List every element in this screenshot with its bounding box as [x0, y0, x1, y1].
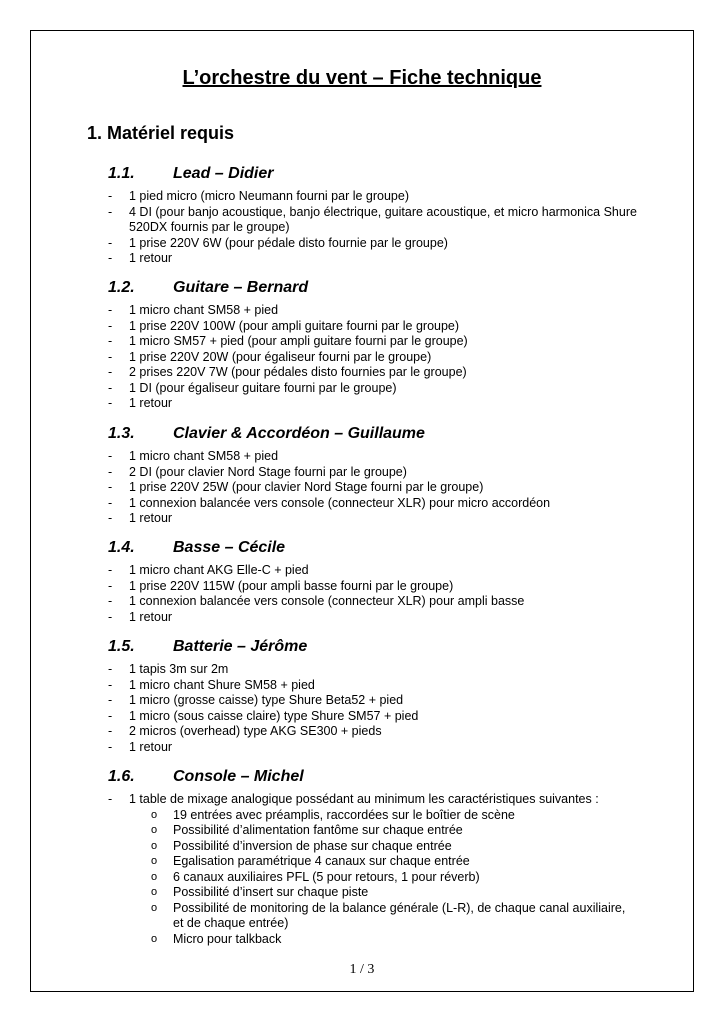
- sub-list-item-text: Possibilité de monitoring de la balance générale (L-R), de chaque canal auxiliaire, et de chaque entrée): [173, 900, 626, 930]
- circle-bullet-icon: o: [151, 932, 158, 945]
- list-item-text: 1 retour: [129, 739, 173, 754]
- list-item-text: 4 DI (pour banjo acoustique, banjo électrique, guitare acoustique, et micro harmonica Shure 520DX fournis par le groupe): [129, 204, 637, 234]
- dash-bullet: -: [108, 662, 113, 676]
- subsection-heading: [108, 766, 668, 788]
- item-list: [108, 662, 668, 755]
- sub-list-item-text: 6 canaux auxiliaires PFL (5 pour retours, 1 pour réverb): [173, 869, 480, 884]
- item-list: [108, 189, 668, 267]
- subsection-heading: [108, 423, 668, 445]
- list-item: [0, 334, 639, 350]
- sub-list-item-text: Egalisation paramétrique 4 canaux sur chaque entrée: [173, 854, 470, 868]
- list-item-text: 1 retour: [129, 396, 173, 410]
- dash-bullet: -: [108, 189, 113, 203]
- subsection: [108, 163, 668, 267]
- list-item: [0, 396, 639, 412]
- dash-bullet: -: [108, 349, 113, 364]
- section-heading: 1. Matériel requis: [87, 123, 235, 143]
- list-item: [0, 579, 639, 595]
- subsection: [108, 766, 668, 947]
- list-item: [0, 594, 639, 610]
- dash-bullet: -: [108, 563, 113, 577]
- list-item-text: 1 retour: [129, 511, 173, 525]
- dash-bullet: -: [108, 578, 113, 593]
- dash-bullet: -: [108, 609, 113, 624]
- list-item: [0, 251, 639, 267]
- sub-list-item: [129, 870, 639, 886]
- list-item: [0, 563, 639, 579]
- dash-bullet: -: [108, 334, 113, 348]
- list-item-text: 1 micro (grosse caisse) type Shure Beta52 + pied: [129, 693, 404, 707]
- list-item-text: 1 table de mixage analogique possédant au minimum les caractéristiques suivantes :: [129, 792, 599, 806]
- list-item: [0, 662, 639, 678]
- dash-bullet: -: [108, 318, 113, 333]
- circle-bullet-icon: o: [151, 824, 158, 836]
- dash-bullet: -: [108, 464, 113, 479]
- subsection-number: 1.5.: [108, 638, 135, 655]
- sub-list-item: [129, 854, 639, 870]
- list-item: [0, 449, 639, 465]
- sub-list-item-text: Possibilité d’alimentation fantôme sur chaque entrée: [173, 823, 463, 837]
- circle-bullet-icon: o: [151, 839, 158, 852]
- list-item-text: 1 micro (sous caisse claire) type Shure SM57 + pied: [129, 708, 419, 723]
- list-item: [0, 303, 639, 319]
- list-item: [0, 724, 639, 740]
- list-item: [0, 189, 639, 205]
- dash-bullet: -: [108, 511, 113, 525]
- list-item: [0, 381, 639, 397]
- item-list: [108, 303, 668, 412]
- subsection-heading: [108, 537, 668, 559]
- subsection-number: 1.4.: [108, 539, 135, 556]
- dash-bullet: -: [108, 204, 113, 219]
- circle-bullet-icon: o: [151, 855, 158, 867]
- list-item-text: 1 prise 220V 115W (pour ampli basse fourni par le groupe): [129, 578, 454, 593]
- list-item-text: 1 micro chant Shure SM58 + pied: [129, 677, 315, 692]
- list-item: [0, 350, 639, 366]
- list-item-text: 1 micro chant AKG Elle-C + pied: [129, 563, 309, 577]
- list-item: [0, 693, 639, 709]
- page-number: 1 / 3: [349, 962, 375, 977]
- subsection-number: 1.3.: [108, 425, 135, 442]
- list-item-text: 1 retour: [129, 251, 173, 265]
- dash-bullet: -: [108, 708, 113, 723]
- list-item: [0, 740, 639, 756]
- item-list: [108, 449, 668, 527]
- subsection: [108, 423, 668, 527]
- circle-bullet-icon: o: [151, 901, 158, 914]
- sub-list-item: [129, 885, 639, 901]
- sub-list-item: [129, 901, 639, 932]
- subsection-heading: [108, 277, 668, 299]
- circle-bullet-icon: o: [151, 870, 158, 883]
- dash-bullet: -: [108, 693, 113, 707]
- subsection-title: Console – Michel: [173, 768, 304, 785]
- dash-bullet: -: [108, 380, 113, 395]
- list-item: [0, 610, 639, 626]
- dash-bullet: -: [108, 303, 113, 317]
- dash-bullet: -: [108, 449, 113, 463]
- sub-list-item-text: 19 entrées avec préamplis, raccordées sur le boîtier de scène: [173, 807, 515, 822]
- subsection-title: Lead – Didier: [173, 165, 274, 182]
- list-item: [0, 709, 639, 725]
- dash-bullet: -: [108, 594, 113, 608]
- subsection-number: 1.1.: [108, 165, 135, 182]
- subsection-number: 1.6.: [108, 768, 135, 785]
- list-item: [0, 496, 639, 512]
- list-item-text: 1 micro SM57 + pied (pour ampli guitare fourni par le groupe): [129, 334, 468, 348]
- subsection: [108, 636, 668, 755]
- list-item-text: 1 prise 220V 100W (pour ampli guitare fourni par le groupe): [129, 318, 460, 333]
- document-title: L’orchestre du vent – Fiche technique: [182, 67, 542, 89]
- dash-bullet: -: [108, 480, 113, 494]
- subsection: [108, 277, 668, 412]
- sub-list-item: [129, 932, 639, 948]
- subsection-heading: [108, 163, 668, 185]
- list-item-text: 1 micro chant SM58 + pied: [129, 449, 279, 463]
- list-item-text: 2 micros (overhead) type AKG SE300 + pieds: [129, 724, 382, 738]
- sub-list-item-text: Possibilité d’inversion de phase sur chaque entrée: [173, 838, 452, 853]
- dash-bullet: -: [108, 235, 113, 250]
- sub-list-item-text: Possibilité d’insert sur chaque piste: [173, 885, 369, 899]
- list-item: [0, 236, 639, 252]
- sub-list-item: [129, 808, 639, 824]
- dash-bullet: -: [108, 677, 113, 692]
- list-item-text: 1 tapis 3m sur 2m: [129, 662, 229, 676]
- list-item: [0, 480, 639, 496]
- list-item-text: 1 pied micro (micro Neumann fourni par le groupe): [129, 189, 409, 203]
- dash-bullet: -: [108, 724, 113, 738]
- list-item: [0, 465, 639, 481]
- sub-item-list: [129, 808, 639, 948]
- item-list: [108, 563, 668, 625]
- subsection-number: 1.2.: [108, 279, 135, 296]
- list-item-text: 1 prise 220V 6W (pour pédale disto fournie par le groupe): [129, 235, 448, 250]
- circle-bullet-icon: o: [151, 886, 158, 898]
- list-item-text: 1 micro chant SM58 + pied: [129, 303, 279, 317]
- list-item: [0, 678, 639, 694]
- sub-list-item-text: Micro pour talkback: [173, 931, 282, 946]
- dash-bullet: -: [108, 396, 113, 410]
- list-item: [0, 511, 639, 527]
- sub-list-item: [129, 823, 639, 839]
- sub-list-item: [129, 839, 639, 855]
- list-item-text: 2 DI (pour clavier Nord Stage fourni par le groupe): [129, 464, 407, 479]
- subsection-title: Batterie – Jérôme: [173, 638, 308, 655]
- subsection-title: Guitare – Bernard: [173, 279, 309, 296]
- list-item-text: 1 connexion balancée vers console (connecteur XLR) pour ampli basse: [129, 594, 525, 608]
- subsection: [108, 537, 668, 625]
- dash-bullet: -: [108, 495, 113, 510]
- list-item-text: 1 prise 220V 25W (pour clavier Nord Stage fourni par le groupe): [129, 480, 484, 494]
- list-item: [0, 365, 639, 381]
- list-item: [0, 319, 639, 335]
- dash-bullet: -: [108, 251, 113, 265]
- item-list: [108, 792, 668, 947]
- circle-bullet-icon: o: [151, 808, 158, 821]
- subsection-title: Clavier & Accordéon – Guillaume: [173, 425, 425, 442]
- list-item-text: 2 prises 220V 7W (pour pédales disto fournies par le groupe): [129, 365, 467, 379]
- list-item-text: 1 DI (pour égaliseur guitare fourni par le groupe): [129, 380, 397, 395]
- list-item-text: 1 prise 220V 20W (pour égaliseur fourni par le groupe): [129, 349, 432, 364]
- list-item-text: 1 connexion balancée vers console (connecteur XLR) pour micro accordéon: [129, 495, 551, 510]
- dash-bullet: -: [108, 365, 113, 379]
- subsection-heading: [108, 636, 668, 658]
- list-item: [0, 792, 639, 947]
- dash-bullet: -: [108, 739, 113, 754]
- list-item: [0, 205, 639, 236]
- dash-bullet: -: [108, 792, 113, 806]
- subsection-title: Basse – Cécile: [173, 539, 286, 556]
- list-item-text: 1 retour: [129, 609, 173, 624]
